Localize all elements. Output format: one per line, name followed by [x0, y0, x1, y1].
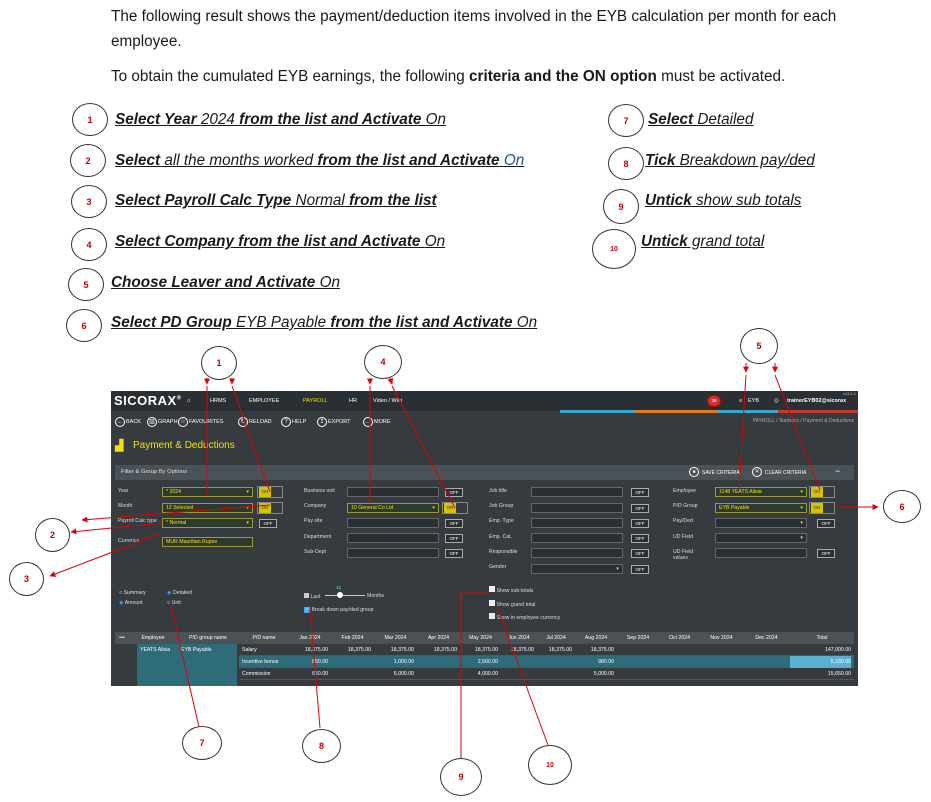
step-marker-10: 10 [592, 229, 636, 269]
pd-name-cell: Incentive bonus [242, 659, 279, 665]
year-label: Year [118, 488, 129, 494]
department-label: Department [304, 534, 332, 540]
col-header[interactable]: Jul 2024 [537, 632, 575, 644]
month-label: Month [118, 503, 133, 509]
gender-label: Gender [489, 564, 507, 570]
step-text-3: Select Payroll Calc Type Normal from the list [115, 192, 437, 209]
col-header[interactable]: Oct 2024 [659, 632, 700, 644]
month-value-cell: 4,000.00 [477, 671, 498, 677]
calc-type-off-toggle[interactable]: OFF [259, 519, 277, 528]
emp-type-label: Emp. Type [489, 518, 514, 524]
step-marker-9: 9 [603, 189, 639, 224]
criteria-sentence: To obtain the cumulated EYB earnings, the following criteria and the ON option must be activated. [111, 68, 786, 85]
step-text-9: Untick show sub totals [645, 192, 802, 209]
step-text-10: Untick grand total [641, 233, 765, 250]
step-text-2: Select all the months worked from the list and Activate On [115, 152, 525, 169]
database-icon[interactable]: ≡ [739, 398, 743, 404]
month-value-cell: 18,375.00 [347, 647, 371, 653]
notification-bell-icon[interactable]: 38 [707, 395, 721, 407]
step-marker-7: 7 [608, 104, 644, 137]
pd-group-label: P/D Group [673, 503, 698, 509]
employee-name: YEATS Alisia [140, 647, 171, 653]
step-marker-1: 1 [72, 103, 108, 136]
home-icon[interactable]: ⌂ [187, 398, 191, 404]
col-header[interactable]: Jun 2024 [501, 632, 537, 644]
col-header[interactable]: May 2024 [460, 632, 501, 644]
months-slider-value: 12 [336, 585, 342, 590]
months-label: Months [367, 593, 385, 599]
col-header[interactable]: ••• [115, 632, 129, 644]
month-value-cell: 18,375.00 [548, 647, 572, 653]
screenshot-marker-10: 10 [528, 745, 572, 785]
year-on-toggle[interactable]: ON [259, 487, 271, 497]
save-criteria-button[interactable]: SAVE CRITERIA [702, 470, 740, 476]
screenshot-marker-1: 1 [201, 346, 237, 380]
col-header[interactable]: Mar 2024 [374, 632, 417, 644]
job-group-off-toggle[interactable]: OFF [631, 504, 649, 513]
total-cell: 147,000.00 [825, 647, 851, 653]
show-grandtotal-checkbox[interactable]: Show grand total [489, 600, 535, 608]
month-select[interactable]: 12 Selected ▾ [162, 503, 253, 513]
company-on-toggle[interactable]: ON [444, 503, 456, 513]
col-header[interactable]: Sep 2024 [617, 632, 659, 644]
detailed-radio[interactable]: ◉ Detailed [167, 590, 193, 596]
month-value-cell: 18,375.00 [474, 647, 498, 653]
pay-ded-off-toggle[interactable]: OFF [817, 519, 835, 528]
col-header[interactable]: Feb 2024 [331, 632, 374, 644]
back-button[interactable]: ← BACK [117, 419, 141, 425]
month-value-cell: 18,375.00 [590, 647, 614, 653]
version: v13.1.1 [842, 391, 856, 396]
gender-select[interactable]: ▾ [531, 564, 623, 574]
department-off-toggle[interactable]: OFF [445, 534, 463, 543]
graph-button[interactable]: ▥ GRAPH [147, 417, 178, 427]
calc-type-select[interactable]: * Normal ▾ [162, 518, 253, 528]
last-checkbox[interactable]: Last [304, 593, 320, 600]
company-select[interactable]: 10 General Co Ltd ▾ [347, 503, 439, 513]
sub-dept-label: Sub-Dept [304, 549, 326, 555]
employee-on-toggle[interactable]: ON [811, 487, 823, 497]
breakdown-checkbox[interactable]: ✓ Break down pay/ded group [304, 607, 374, 613]
pd-name-cell: Commission [242, 671, 271, 677]
unit-radio[interactable]: ○ Unit [167, 600, 181, 606]
pd-group-on-toggle[interactable]: ON [811, 503, 823, 513]
screenshot-marker-7: 7 [182, 726, 222, 760]
amount-radio[interactable]: ◉ Amount [119, 600, 143, 606]
month-value-cell: 6,000.00 [393, 671, 414, 677]
employee-label: Employee [673, 488, 697, 494]
business-unit-label: Business unit [304, 488, 335, 494]
col-header[interactable]: Aug 2024 [575, 632, 617, 644]
clear-criteria-button[interactable]: CLEAR CRITERIA [765, 470, 807, 476]
step-text-5: Choose Leaver and Activate On [111, 274, 340, 291]
nav-hrms[interactable]: HRMS [210, 398, 227, 404]
screenshot-marker-4: 4 [364, 345, 402, 379]
favourites-button[interactable]: ☆ FAVOURITES [178, 417, 223, 427]
user-name[interactable]: trainerEYB02@sicorax [787, 398, 847, 404]
emp-type-off-toggle[interactable]: OFF [631, 519, 649, 528]
ud-field-label: UD Field [673, 534, 694, 540]
step-marker-3: 3 [71, 185, 107, 218]
filter-title: Filter & Group By Options [121, 469, 188, 475]
job-title-off-toggle[interactable]: OFF [631, 488, 649, 497]
summary-radio[interactable]: ○ Summary [119, 590, 146, 596]
show-emp-currency-checkbox[interactable]: Show in employee currency [489, 613, 560, 621]
nav-employee[interactable]: EMPLOYEE [249, 398, 280, 404]
step-text-1: Select Year 2024 from the list and Activate On [115, 111, 447, 128]
step-text-6: Select PD Group EYB Payable from the list and Activate On [111, 314, 538, 331]
col-header[interactable]: P/D group name [177, 632, 239, 644]
nav-hr[interactable]: HR [349, 398, 357, 404]
pay-site-label: Pay site [304, 518, 323, 524]
reload-button[interactable]: ↻ RELOAD [238, 417, 272, 427]
step-marker-2: 2 [70, 144, 106, 177]
pay-ded-label: Pay/Ded [673, 518, 693, 524]
nav-video-wiki[interactable]: Video / Wiki [373, 398, 402, 404]
month-value-cell: 1,000.00 [393, 659, 414, 665]
gender-off-toggle[interactable]: OFF [631, 565, 649, 574]
chart-icon: ▟ [115, 440, 124, 452]
company-label: Company [304, 503, 327, 509]
screenshot-marker-6: 6 [883, 490, 921, 523]
show-subtotals-checkbox[interactable]: Show sub-totals [489, 586, 533, 594]
col-header[interactable]: Total [790, 632, 854, 644]
screenshot-marker-9: 9 [440, 758, 482, 796]
employee-select[interactable]: 1148 YEATS Alisia ▾ [715, 487, 807, 497]
month-value-cell: 5,000.00 [593, 671, 614, 677]
step-marker-6: 6 [66, 309, 102, 342]
calc-type-label: Payroll Calc type [118, 518, 157, 524]
job-group-label: Job Group [489, 503, 514, 509]
month-value-cell: 2,500.00 [477, 659, 498, 665]
responsible-label: Responsible [489, 549, 518, 555]
more-button[interactable]: … MORE [365, 419, 391, 425]
nav-payroll[interactable]: PAYROLL [303, 398, 328, 404]
screenshot-marker-3: 3 [9, 562, 44, 596]
user-icon[interactable]: ◎ [774, 398, 779, 404]
sicorax-logo: SICORAX® [114, 393, 182, 408]
step-text-4: Select Company from the list and Activate On [115, 233, 446, 250]
month-value-cell: 18,375.00 [433, 647, 457, 653]
screenshot-marker-2: 2 [35, 518, 70, 552]
total-cell: 5,330.00 [790, 656, 851, 668]
col-header[interactable]: Jan 2024 [289, 632, 331, 644]
business-unit-off-toggle[interactable]: OFF [445, 488, 463, 497]
db-label[interactable]: EYB [748, 398, 760, 404]
screenshot-marker-8: 8 [302, 729, 341, 763]
collapse-icon[interactable]: − [835, 466, 841, 476]
ud-field-select[interactable]: ▾ [715, 533, 807, 543]
pd-group-name: EYB Payable [181, 647, 212, 653]
pd-group-select[interactable]: EYB Payable ▾ [715, 503, 807, 513]
col-header[interactable]: Employee [129, 632, 177, 644]
pay-site-off-toggle[interactable]: OFF [445, 519, 463, 528]
step-text-8: Tick Breakdown pay/ded [645, 152, 815, 169]
help-button[interactable]: ? HELP [281, 417, 306, 427]
breadcrumb: PAYROLL / Statistics / Payment & Deductions [752, 418, 854, 424]
save-icon[interactable]: ■ [689, 467, 699, 477]
step-text-7: Select Detailed [648, 111, 754, 128]
step-marker-8: 8 [608, 147, 644, 180]
month-on-toggle[interactable]: ON [259, 503, 271, 513]
ud-field-values-off-toggle[interactable]: OFF [817, 549, 835, 558]
export-button[interactable]: ↥ EXPORT [317, 417, 351, 427]
page-title: Payment & Deductions [133, 440, 235, 451]
currency-label: Currency [118, 538, 140, 544]
clear-icon[interactable]: ✕ [752, 467, 762, 477]
col-header[interactable]: Apr 2024 [417, 632, 460, 644]
responsible-off-toggle[interactable]: OFF [631, 549, 649, 558]
emp-cat-label: Emp. Cat. [489, 534, 513, 540]
month-value-cell: 980.00 [598, 659, 614, 665]
col-header[interactable]: P/D name [239, 632, 289, 644]
month-value-cell: 18,375.00 [304, 647, 328, 653]
year-select[interactable]: * 2024 ▾ [162, 487, 253, 497]
month-value-cell: 650.00 [312, 671, 328, 677]
screenshot-marker-5: 5 [740, 328, 778, 364]
pd-name-cell: Salary [242, 647, 257, 653]
intro-paragraph: The following result shows the payment/deduction items involved in the EYB calculation per month for each employee. [111, 8, 837, 50]
month-value-cell: 18,375.00 [390, 647, 414, 653]
col-header[interactable]: Nov 2024 [700, 632, 743, 644]
ud-field-values-label: UD Field values [673, 549, 694, 561]
month-value-cell: 850.00 [312, 659, 328, 665]
step-marker-5: 5 [68, 268, 104, 301]
sub-dept-off-toggle[interactable]: OFF [445, 549, 463, 558]
total-cell: 15,650.00 [827, 671, 851, 677]
month-value-cell: 18,375.00 [510, 647, 534, 653]
col-header[interactable]: Dec 2024 [743, 632, 790, 644]
currency-select[interactable]: MUR Mauritian Rupee [162, 537, 253, 547]
pay-ded-select[interactable]: ▾ [715, 518, 807, 528]
step-marker-4: 4 [71, 228, 107, 261]
emp-cat-off-toggle[interactable]: OFF [631, 534, 649, 543]
job-title-label: Job title [489, 488, 507, 494]
